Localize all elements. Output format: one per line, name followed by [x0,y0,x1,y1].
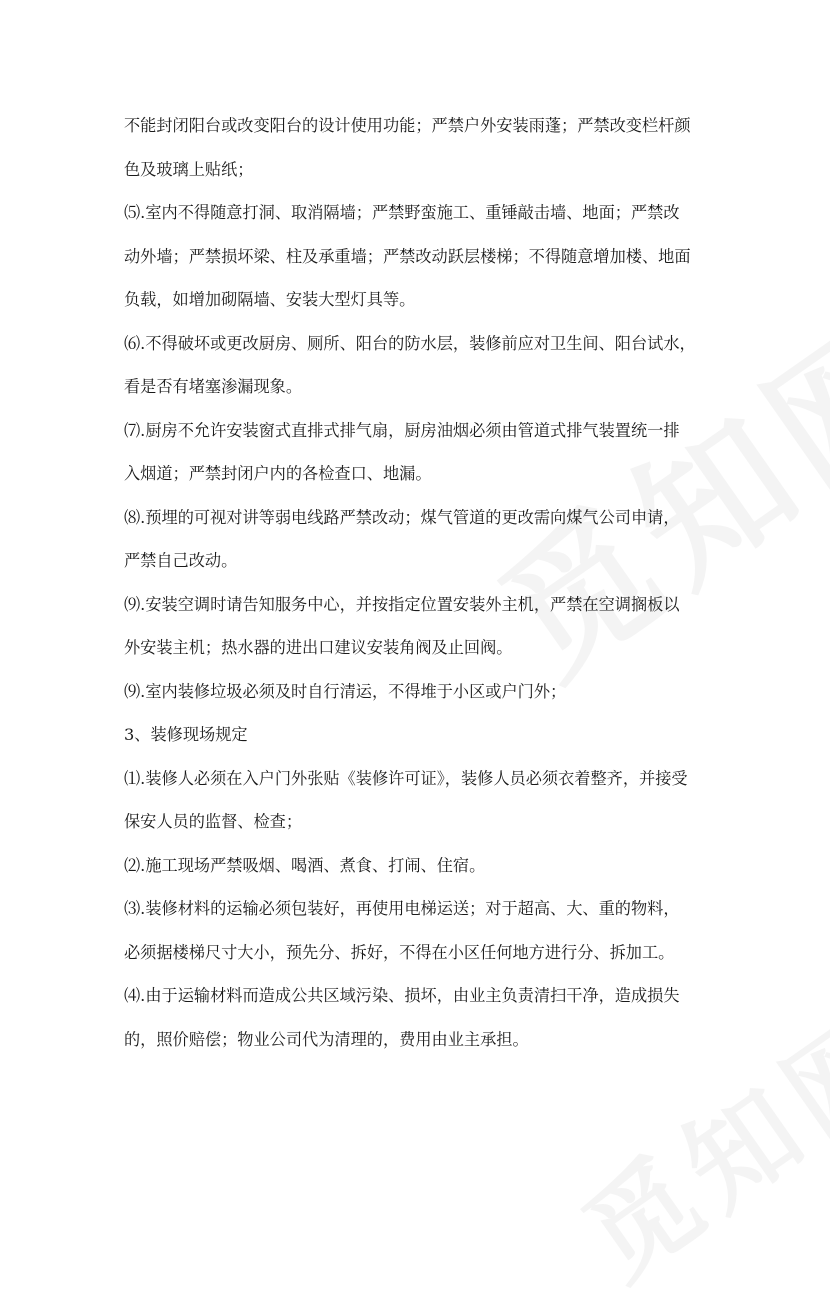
section-heading: 3、装修现场规定 [124,725,248,744]
document-body [124,104,724,1061]
text-line: ⑷.由于运输材料而造成公共区域污染、损坏，由业主负责清扫干净，造成损失 [124,986,680,1005]
text-line: ⑼.室内装修垃圾必须及时自行清运，不得堆于小区或户门外； [124,681,567,701]
text-line: 不能封闭阳台或改变阳台的设计使用功能；严禁户外安装雨蓬；严禁改变栏杆颜 [124,116,691,135]
text-line: 动外墙；严禁损坏梁、柱及承重墙；严禁改动跃层楼梯；不得随意增加楼、地面 [124,246,691,266]
text-line: ⑶.装修材料的运输必须包装好，再使用电梯运送；对于超高、大、重的物料， [124,899,680,918]
text-line: 入烟道；严禁封闭户内的各检查口、地漏。 [124,464,432,483]
text-line: ⑻.预埋的可视对讲等弱电线路严禁改动；煤气管道的更改需向煤气公司申请， [124,507,680,527]
text-line: ⑸.室内不得随意打洞、取消隔墙；严禁野蛮施工、重锤敲击墙、地面；严禁改 [124,203,680,222]
text-line: ⑼.安装空调时请告知服务中心，并按指定位置安装外主机，严禁在空调搁板以 [124,594,680,614]
text-line: ⑺.厨房不允许安装窗式直排式排气扇，厨房油烟必须由管道式排气装置统一排 [124,420,680,440]
text-line: 色及玻璃上贴纸； [124,159,254,179]
text-line: ⑹.不得破坏或更改厨房、厕所、阳台的防水层，装修前应对卫生间、阳台试水， [124,333,696,353]
text-line: 必须据楼梯尺寸大小，预先分、拆好，不得在小区任何地方进行分、拆加工。 [124,942,675,962]
text-line: 严禁自己改动。 [124,551,238,570]
text-line: ⑵.施工现场严禁吸烟、喝酒、煮食、打闹、住宿。 [124,855,486,875]
text-line: 保安人员的监督、检查； [124,812,303,831]
text-line: 负载，如增加砌隔墙、安装大型灯具等。 [124,290,416,309]
text-line: ⑴.装修人必须在入户门外张贴《装修许可证》，装修人员必须衣着整齐，并接受 [124,768,688,788]
text-line: 的，照价赔偿；物业公司代为清理的，费用由业主承担。 [124,1029,529,1049]
text-line: 外安装主机；热水器的进出口建议安装角阀及止回阀。 [124,638,513,657]
text-line: 看是否有堵塞渗漏现象。 [124,377,303,396]
